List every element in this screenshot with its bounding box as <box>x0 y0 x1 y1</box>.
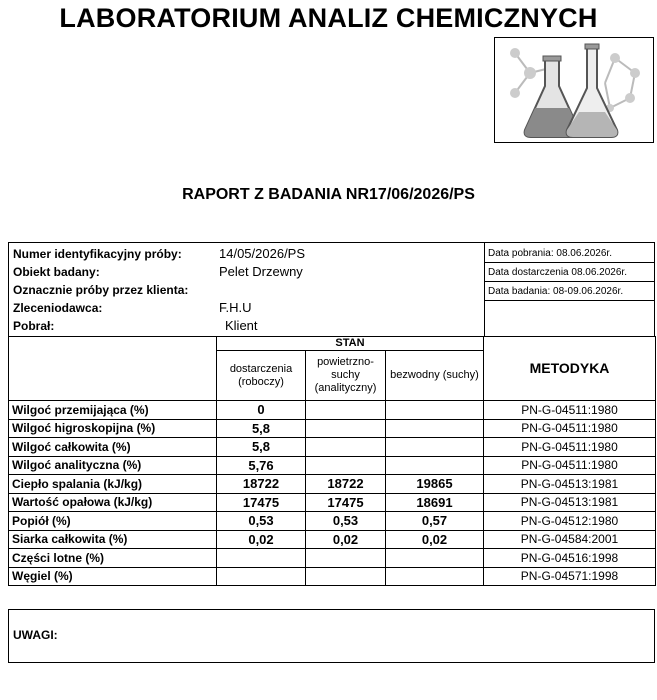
method-cell: PN-G-04512:1980 <box>484 512 656 531</box>
value-airdry <box>306 456 386 475</box>
table-row <box>9 549 656 568</box>
row-label: Popiół (%) <box>9 512 217 531</box>
row-label: Wartość opałowa (kJ/kg) <box>9 493 217 512</box>
table-row <box>9 530 656 549</box>
ordering-party-label: Zleceniodawca: <box>13 301 103 315</box>
client-marking-label: Oznacznie próby przez klienta: <box>13 283 189 297</box>
table-row <box>9 512 656 531</box>
value-delivered: 17475 <box>217 493 306 512</box>
method-cell: PN-G-04511:1980 <box>484 419 656 438</box>
value-airdry <box>306 401 386 420</box>
value-dry <box>386 401 484 420</box>
remarks-label: UWAGI: <box>13 628 58 642</box>
value-delivered: 5,76 <box>217 456 306 475</box>
row-label: Wilgoć całkowita (%) <box>9 438 217 457</box>
report-title: RAPORT Z BADANIA NR17/06/2026/PS <box>182 186 475 203</box>
value-airdry <box>306 438 386 457</box>
sample-id-value: 14/05/2026/PS <box>219 246 306 261</box>
table-row <box>9 493 656 512</box>
row-label: Wilgoć analityczna (%) <box>9 456 217 475</box>
method-cell: PN-G-04511:1980 <box>484 456 656 475</box>
row-label: Siarka całkowita (%) <box>9 530 217 549</box>
table-row <box>9 438 656 457</box>
value-airdry: 0,53 <box>306 512 386 531</box>
methodology-header: METODYKA <box>484 337 656 401</box>
sampled-by-label: Pobrał: <box>13 319 55 333</box>
sampling-date: Data pobrania: 08.06.2026r. <box>488 248 612 259</box>
object-value: Pelet Drzewny <box>219 264 303 279</box>
value-airdry <box>306 549 386 568</box>
value-dry: 19865 <box>386 475 484 494</box>
remarks-box <box>8 609 655 663</box>
ordering-party-value: F.H.U <box>219 300 252 315</box>
value-delivered <box>217 567 306 586</box>
lab-title: LABORATORIUM ANALIZ CHEMICZNYCH <box>59 3 598 33</box>
row-label: Wilgoć higroskopijna (%) <box>9 419 217 438</box>
value-delivered: 5,8 <box>217 438 306 457</box>
table-row <box>9 401 656 420</box>
value-dry: 18691 <box>386 493 484 512</box>
method-cell: PN-G-04571:1998 <box>484 567 656 586</box>
table-row <box>9 419 656 438</box>
table-row <box>9 456 656 475</box>
header-blank-cell <box>9 337 217 401</box>
value-delivered: 0,02 <box>217 530 306 549</box>
table-header-row <box>9 337 656 351</box>
method-cell: PN-G-04513:1981 <box>484 493 656 512</box>
value-airdry: 17475 <box>306 493 386 512</box>
value-delivered: 18722 <box>217 475 306 494</box>
row-label: Węgiel (%) <box>9 567 217 586</box>
sample-id-label: Numer identyfikacyjny próby: <box>13 247 182 261</box>
stan-header: STAN <box>217 337 484 351</box>
value-delivered: 5,8 <box>217 419 306 438</box>
row-label: Ciepło spalania (kJ/kg) <box>9 475 217 494</box>
table-row <box>9 567 656 586</box>
method-cell: PN-G-04511:1980 <box>484 438 656 457</box>
value-delivered: 0,53 <box>217 512 306 531</box>
lab-flasks-logo-icon <box>494 37 654 143</box>
value-airdry: 0,02 <box>306 530 386 549</box>
value-dry <box>386 419 484 438</box>
value-dry: 0,57 <box>386 512 484 531</box>
value-dry <box>386 567 484 586</box>
value-delivered: 0 <box>217 401 306 420</box>
col-airdry-header: powietrzno-suchy (analityczny) <box>306 351 386 401</box>
row-label: Wilgoć przemijająca (%) <box>9 401 217 420</box>
delivery-date: Data dostarczenia 08.06.2026r. <box>488 267 627 278</box>
col-dry-header: bezwodny (suchy) <box>386 351 484 401</box>
col-delivered-header: dostarczenia (roboczy) <box>217 351 306 401</box>
value-airdry: 18722 <box>306 475 386 494</box>
value-delivered <box>217 549 306 568</box>
sample-info-box <box>8 242 655 337</box>
row-label: Części lotne (%) <box>9 549 217 568</box>
testing-date: Data badania: 08-09.06.2026r. <box>488 286 624 297</box>
method-cell: PN-G-04584:2001 <box>484 530 656 549</box>
results-table <box>8 336 656 586</box>
method-cell: PN-G-04513:1981 <box>484 475 656 494</box>
object-label: Obiekt badany: <box>13 265 100 279</box>
method-cell: PN-G-04511:1980 <box>484 401 656 420</box>
method-cell: PN-G-04516:1998 <box>484 549 656 568</box>
value-dry: 0,02 <box>386 530 484 549</box>
table-row <box>9 475 656 494</box>
sampled-by-value: Klient <box>225 318 258 333</box>
value-dry <box>386 549 484 568</box>
value-airdry <box>306 419 386 438</box>
value-dry <box>386 438 484 457</box>
value-dry <box>386 456 484 475</box>
value-airdry <box>306 567 386 586</box>
